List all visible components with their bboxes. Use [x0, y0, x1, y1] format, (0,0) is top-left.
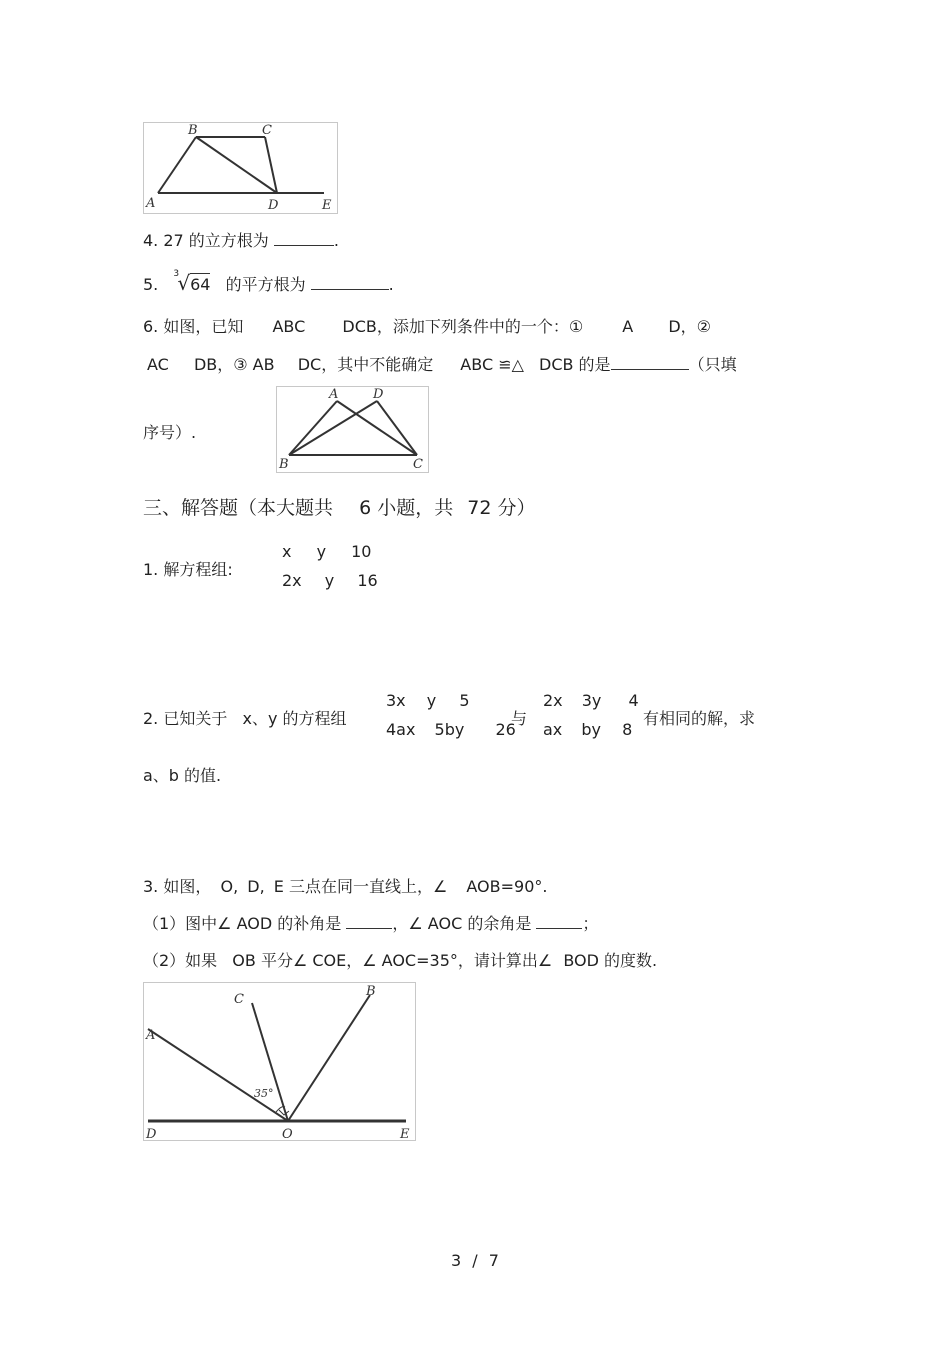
equation-row — [282, 571, 378, 590]
label-d: D — [146, 1127, 157, 1140]
question-number: 3. — [143, 877, 159, 896]
term: ax — [543, 720, 563, 739]
text: 与 — [511, 709, 528, 728]
text: ABC ≌△ — [460, 355, 524, 374]
term: 3y — [581, 691, 602, 710]
question-6-line-1 — [143, 314, 711, 337]
equation-row — [282, 542, 371, 561]
term: 16 — [357, 571, 378, 590]
text: °. — [534, 877, 548, 896]
question-text: 的平方根为 — [225, 275, 311, 294]
text: E 三点在同一直线上，∠ — [273, 877, 448, 896]
connector-text — [511, 706, 527, 729]
problem-1 — [143, 557, 233, 580]
text: 有相同的解，求 — [643, 709, 756, 728]
label-d: D — [373, 387, 384, 402]
angle-label: 35° — [254, 1087, 274, 1100]
label-c: C — [413, 457, 423, 472]
term: y — [426, 691, 437, 710]
term: x — [282, 542, 292, 561]
problem-2-line-2 — [143, 763, 221, 786]
label-d: D — [268, 198, 279, 213]
page-number — [451, 1251, 499, 1270]
text: a、b 的值. — [143, 766, 222, 785]
text: 已知关于 — [163, 709, 228, 728]
text: D — [668, 317, 681, 336]
radical-sign-icon: √ — [177, 271, 191, 295]
question-5 — [143, 271, 394, 295]
text: DCB 的是 — [539, 355, 611, 374]
label-c: C — [234, 992, 244, 1007]
label-a: A — [146, 196, 156, 211]
term: 5by — [434, 720, 465, 739]
term: 4 — [628, 691, 639, 710]
label-a: A — [146, 1028, 156, 1043]
question-6-line-2 — [147, 352, 737, 375]
question-number: 5. — [143, 275, 159, 294]
equation-row — [543, 691, 639, 710]
text: AC — [147, 355, 169, 374]
text: ，③ AB — [217, 355, 275, 374]
question-6-line-3 — [143, 420, 196, 443]
question-end: . — [388, 275, 394, 294]
section-title: 三、解答题（本大题共 — [143, 497, 334, 519]
label-c: C — [262, 123, 272, 138]
label-e: E — [400, 1127, 410, 1140]
problem-2-tail — [643, 706, 755, 729]
label-b: B — [188, 123, 198, 138]
root-index: 3 — [173, 269, 180, 279]
text: ； — [582, 914, 599, 933]
equation-row — [386, 691, 470, 710]
problem-3-line-1 — [143, 874, 547, 897]
term: 2x — [282, 571, 302, 590]
text: O, — [220, 877, 239, 896]
section-count: 6 小题，共 — [359, 497, 454, 519]
answer-blank — [274, 231, 334, 246]
question-text: 27 的立方根为 — [163, 231, 274, 250]
term: y — [324, 571, 335, 590]
term: 4ax — [386, 720, 416, 739]
term: 8 — [622, 720, 633, 739]
text: （只填 — [688, 355, 737, 374]
page-separator: / — [472, 1251, 478, 1270]
text: （1）图中∠ AOD 的补角是 — [143, 914, 342, 933]
answer-blank — [346, 914, 392, 929]
text: DB — [193, 355, 218, 374]
question-number: 2. — [143, 709, 159, 728]
figure-triangles — [276, 386, 429, 473]
question-number: 1. — [143, 560, 159, 579]
page-total: 7 — [488, 1251, 499, 1270]
text: ，其中不能确定 — [321, 355, 434, 374]
question-number: 6. — [143, 317, 159, 336]
term: 2x — [543, 691, 563, 710]
problem-2-intro — [143, 706, 347, 729]
cube-root — [173, 269, 215, 295]
term: by — [581, 720, 601, 739]
text: OB 平分∠ COE，∠ AOC=35 — [232, 951, 450, 970]
text: A — [622, 317, 634, 336]
text: BOD 的度数. — [563, 951, 658, 970]
radicand: 64 — [190, 275, 211, 294]
equation-row — [543, 720, 632, 739]
label-e: E — [322, 198, 332, 213]
term: 10 — [351, 542, 372, 561]
text: D, — [247, 877, 265, 896]
text: ABC — [272, 317, 306, 336]
figure-angles — [143, 982, 416, 1141]
text: DC — [297, 355, 322, 374]
equation-row — [386, 720, 516, 739]
label-b: B — [366, 984, 376, 999]
answer-blank — [536, 914, 582, 929]
text: 如图，已知 — [163, 317, 244, 336]
text: 序号）. — [143, 423, 197, 442]
question-end: . — [333, 231, 339, 250]
problem-3-sub-2 — [143, 948, 657, 971]
label-o: O — [282, 1127, 293, 1140]
text: x、y 的方程组 — [242, 709, 347, 728]
answer-blank — [611, 355, 689, 370]
section-heading — [143, 493, 535, 520]
text: ，∠ AOC 的余角是 — [392, 914, 532, 933]
figure-trapezoid — [143, 122, 338, 214]
text: ，② — [680, 317, 712, 336]
text: °，请计算出∠ — [449, 951, 553, 970]
term: 5 — [459, 691, 470, 710]
question-text: 解方程组: — [163, 560, 233, 579]
text: DCB — [342, 317, 377, 336]
term: 26 — [495, 720, 516, 739]
problem-3-sub-1 — [143, 911, 598, 934]
term: y — [316, 542, 327, 561]
text: AOB=90 — [466, 877, 535, 896]
text: ，添加下列条件中的一个：① — [376, 317, 584, 336]
text: （2）如果 — [143, 951, 218, 970]
question-4 — [143, 228, 339, 251]
page-current: 3 — [451, 1251, 462, 1270]
question-number: 4. — [143, 231, 159, 250]
answer-blank — [311, 275, 389, 290]
label-a: A — [329, 387, 339, 402]
term: 3x — [386, 691, 406, 710]
section-score: 72 分） — [467, 497, 536, 519]
label-b: B — [279, 457, 289, 472]
text: 如图， — [163, 877, 212, 896]
